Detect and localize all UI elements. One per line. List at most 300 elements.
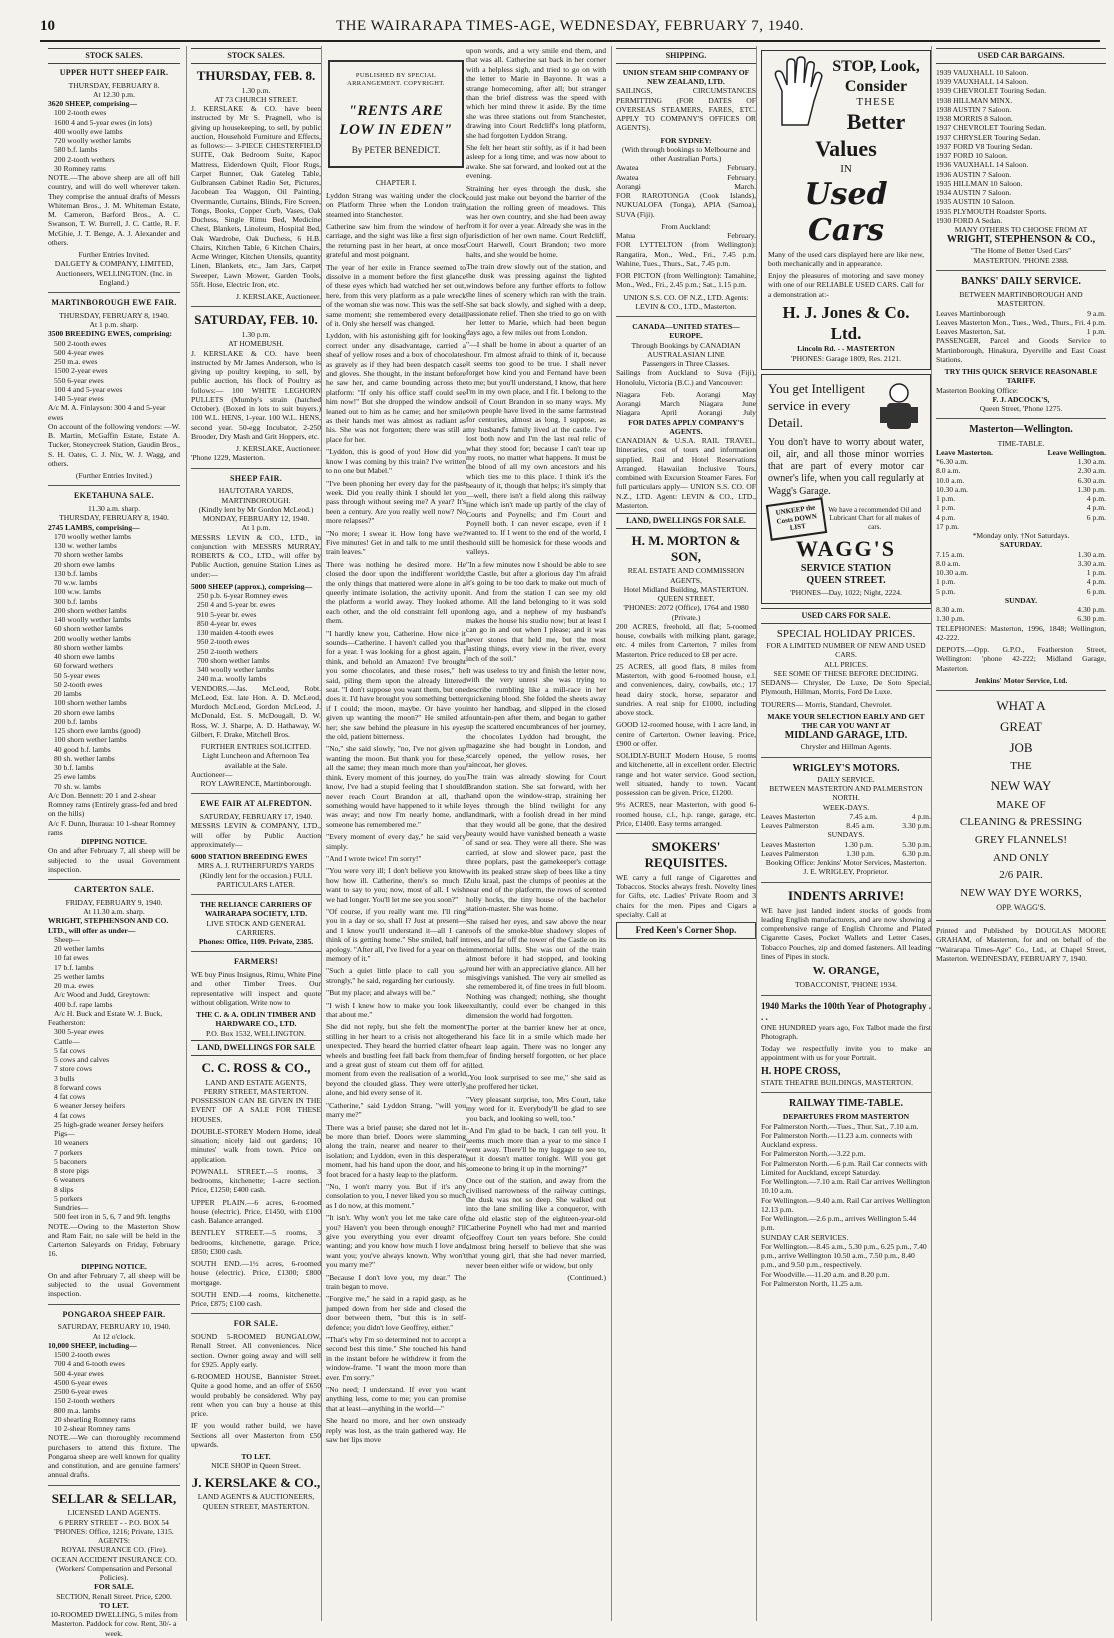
paragraph: It was useless to try and finish the letter now, with the very unrest she was trying to describe rumbling like a mill-race in her quickening blood. She folded the sheets away into her handbag, and slipped in the closed fountain-pen after them, and began to gather up the scattered encumbrances of her journey, the chocolates Lyddon had brought, the magazine she had bought in London, and scarcely opened, the yellow roses, her raincoat, her gloves. [466, 666, 606, 770]
paragraph: 200 ACRES, freehold, all flat; 5-roomed house, cowbails with milking plant, garage, etc. 4 miles from Carterton, 7 miles from Masterton. Price reduced to £8 per acre. [616, 621, 756, 659]
ad-date: SATURDAY, FEBRUARY 10, 1940. [57, 1322, 171, 1332]
section-heading: LAND, DWELLINGS FOR SALE [191, 1040, 321, 1056]
ad-headline: You get Intelligent service in every Detail. [768, 380, 865, 430]
list-item: 1936 AUSTIN 7 Saloon. [936, 169, 1012, 179]
printer-imprint: Printed and Published by DOUGLAS MOORE GRAHAM, of Masterton, for and on behalf of the "Wairarapa Times-Age" Co., Ltd., at Chapel Street, Masterton. WEDNESDAY, FEBRUARY 7, 1940. [936, 926, 1106, 963]
schedule-cell: Niagara [616, 389, 641, 399]
list-item: 500 feet iron in 5, 6, 7 and 9ft. lengths [54, 1212, 171, 1222]
car-list [936, 68, 1106, 225]
schedule-row [616, 390, 756, 399]
schedule-cell: 1.30 p.m. [844, 839, 874, 849]
ad-body: WE have just landed indent stocks of goods from leading English manufacturers, and are now showing a comprehensive range of English Chrome and Plated Cigarette Cases, Pocket Wallets and Letter Cases, Tobacco Pouches, zip and domed fasteners. All leading lines of Pipes in stock. [761, 905, 931, 961]
paragraph: The porter at the barrier knew her at once, and his face lit in a smile which made her heart leap again. There was no longer any fear of finding herself forgotten, or her place filled. [466, 1023, 606, 1070]
divider [761, 995, 931, 996]
paragraph: SOUTH END.—1½ acres, 6-roomed house (electric). Price, £1300; £800 mortgage. [191, 1259, 321, 1287]
list-item: 4 fat cows [54, 1110, 86, 1120]
sydney-title: FOR SYDNEY: [660, 135, 712, 145]
list-item: 550 6-year ewes [54, 375, 104, 385]
ad-title: WRIGLEY'S MOTORS. [792, 762, 900, 774]
list-item: 910 5-year br. ewes [197, 609, 257, 619]
ad-dwelling: 10-ROOMED DWELLING, 5 miles from Masterton. Paddock for cow. Rent, 30/- a week. [50, 1610, 178, 1638]
paragraph: The year of her exile in France seemed to dissolve in a moment before the first glance of these eyes which had watched her set out, here, from this very platform as a pale wreck of the woman she was now. This was the self-same moment; she remembered every detail of it. Only she herself was changed. [326, 262, 466, 329]
stop-headline: STOP, Look, Consider [832, 58, 920, 95]
paragraph: UPPER PLAIN.—6 acres, 6-roomed house (electric). Price, £1450, with £100 cash. Balance arranged. [191, 1197, 321, 1226]
divider [48, 1485, 180, 1486]
rarotonga-sub: From Auckland: [661, 221, 711, 231]
schedule-row [936, 568, 1106, 577]
ad-note: NOTE.—The above sheep are all off hill country, and will do well wherever taken. They comprise the annual drafts of Messrs Whiteman Bros., J. M. Whiteman Estate, M. Cameron, Barford Bros., A. C. Swanson, T. W. Burrell, J. C. Cattle, R. F. McGhie, J. T. Benge, A. J. Alexander and others. [48, 173, 180, 247]
list-item: 70 w.w. lambs [54, 578, 98, 587]
ad-between: BETWEEN MARTINBOROUGH AND MASTERTON. [959, 290, 1083, 309]
paragraph: "Very pleasant surprise, too, Mrs Court, take my word for it. Everybody'll be glad to see you back, and looking so well, too." [466, 1094, 606, 1123]
list-item: 5 porkers [54, 1193, 83, 1203]
story-byline: By PETER BENEDICT. [351, 145, 441, 156]
ad-line: AND ONLY [992, 851, 1050, 864]
ad-today: Today we respectfully invite you to make an appointment with us for your Portrait. [761, 1044, 931, 1063]
midland-garage-ad [761, 628, 931, 752]
list-item: 5 cows and calves [54, 1055, 110, 1064]
list-item: 1935 AUSTIN 10 Saloon. [936, 197, 1015, 207]
schedule-cell: 1.30 p.m. [846, 848, 875, 858]
ad-firm: MIDLAND GARAGE, LTD. [784, 730, 908, 742]
ad-body: J. KERSLAKE & CO. have been instructed by Mr S. Pragnell, who is giving up housekeeping, to sell, by public auction, Household Furniture and Effects, as follows:— 3-PIECE CHESTERFIELD SUITE, Oak Bedroom Suite, Kapoc Mattress, Eiderdown Quilt, Floor Rugs, Carpet Runner, Oak Gateleg Table, Gulbransen Cabinet Radio Set, Pictures, Jacobean Tea Waggon, Oil Painting, Overmantle, Curtains, Blinds, Fire Screen, Tongs, Books, Copper Curb, Vases, Oak Duchess, Single Rimu Bed, Medicine Chest, Blankets, Linoleum, Hospital Bed, Oak Wardrobe, Oak Duchess, 6 H.B. Chairs, Kitchen Table, 6 Kitchen Chairs, Acme Wringer, Kitchen Utensils, quantity Linen, Blankets, etc., Jam Jars, Carpet Sweeper, Lawn Mower, Garden Tools, 55ft. Hose, Electric Iron, etc. [191, 104, 321, 289]
ad-body: MESSRS LEVIN & CO., LTD., in conjunction with MESSRS MURRAY, ROBERTS & CO., LTD., will offer by Public Auction, genuine Station Lines as under:— [191, 532, 321, 579]
ad-shop: NICE SHOP in Queen Street. [211, 1461, 301, 1471]
schedule-cell: 10.30 a.m. [936, 568, 969, 578]
list-item: 30 b.f. lambs [54, 763, 94, 772]
schedule-row [616, 399, 756, 408]
canada-sailings [616, 390, 756, 418]
serial-title-box [328, 60, 464, 168]
list-item: SUNDAY CAR SERVICES. [761, 1232, 849, 1242]
ad-note: On account of the following vendors: —W. B. Martin, McGaffin Estate, Estate A. Tucker, Stoneycreek Station, Gaudin Bros., S. H. Oates, C. J. Nix, W. J. Wagg, and others. [48, 421, 180, 468]
ad-title: PONGAROA SHEEP FAIR. [62, 1309, 166, 1319]
ship-name: Matua [616, 231, 636, 240]
ad-sub: STATE THEATRE BUILDINGS, MASTERTON. [761, 1077, 914, 1087]
list-item: 6 weaner Jersey heifers [54, 1101, 126, 1111]
schedule-cell: 4 p.m. [1086, 577, 1106, 587]
paragraph: Lyddon, with his astonishing gift for looking correct under any disadvantage, carried a sheaf of yellow roses and a box of chocolates as gravely as if they had been despatch case and gloves. She thought, in the instant before he saw her, and came bounding across the platform: "If only his office staff could see him now!" But she dropped the window and leaned out to him as he came; and her smile as their hands met was almost as radiant as his. She was not forgotten; there was still a place for her. [326, 331, 466, 444]
ad-tolet: TO LET. [241, 1452, 271, 1462]
dipping-title: DIPPING NOTICE. [81, 837, 147, 846]
ad-time: 1.30 p.m. [241, 85, 271, 95]
list-item: 25 high-grade weaner Jersey heifers [54, 1119, 164, 1129]
story-text [326, 191, 466, 1098]
ad-body: J. KERSLAKE & CO. have been instructed by Mr James Anderson, who is giving up poultry keeping, to sell, by public auction, his flock of Poultry as follows:— 100 WHITE LEGHORN PULLETS (Mumby's strain (hatched October). (Boxed in lots to suit buyers.) 100 W.L. HENS, 1-year. 100 W.L. HENS, second year. 50-egg Incubator, 2-250 Brooder, Dry Mash and Grit Hoppers, etc. [191, 348, 321, 441]
divider [191, 468, 321, 469]
ad-firm: J. KERSLAKE & CO., [191, 1474, 321, 1490]
ad-address: Lincoln Rd. - - MASTERTON [797, 344, 895, 354]
ad-name: ROY LAWRENCE, Martinborough. [200, 779, 312, 789]
ad-line: JOB [1009, 739, 1033, 755]
chapter-heading: CHAPTER I. [375, 178, 417, 188]
schedule-cell: 1 p.m. [936, 577, 956, 587]
canada-rail: CANADIAN & U.S.A. RAIL TRAVEL. Itineraries, cost of tours and information supplied. Rail and Hotel Reservations Arranged. Hawaiian Inclusive Tours, combined with Excursion Steamer Fares. For full particulars apply— UNION S.S. CO. OF N.Z., LTD. Agent: LEVIN & CO., LTD., Masterton. [616, 436, 756, 510]
schedule-cell: February. [727, 163, 756, 173]
dipping-notice: On and after February 7, all sheep will be subjected to the usual Government inspection. [48, 1270, 180, 1299]
list-item: For Wellington.—7.10 a.m. Rail Car arrives Wellington 10.10 a.m. [761, 1177, 930, 1196]
ad-date: SATURDAY, FEBRUARY 17, 1940. [199, 812, 313, 822]
ad-name: WAGG'S [795, 536, 897, 562]
column-serial-story-2 [466, 46, 606, 1621]
schedule-cell: 10.30 a.m. [936, 484, 969, 494]
ad-street: QUEEN STREET. [806, 575, 886, 587]
ad-forsale: FOR SALE. [94, 1582, 134, 1592]
list-item: 200 2-tooth wethers [54, 154, 115, 164]
paragraph: POSSESSION CAN BE GIVEN IN THE EVENT OF A SALE FOR THESE HOUSES. [191, 1096, 321, 1124]
schedule-cell: Niagara [698, 399, 723, 408]
list-item: 1938 AUSTIN 7 Saloon. [936, 104, 1012, 114]
ad-title: FOR SALE. [233, 1319, 279, 1329]
sellar-ad [48, 1491, 180, 1638]
column-shipping [611, 46, 756, 1621]
ad-try: TRY THIS QUICK SERVICE REASONABLE TARIFF. [944, 367, 1098, 386]
paragraph: "But my place; and always will be." [326, 988, 436, 998]
divider [48, 485, 180, 486]
divider [191, 951, 321, 952]
list-item: 1937 CHRYSLER Touring Sedan. [936, 132, 1041, 142]
list-item: 6 weaners [54, 1175, 85, 1185]
schedule-cell: 7.15 a.m. [936, 549, 965, 559]
schedule-row [936, 503, 1106, 512]
better-values-label: Better Values [815, 109, 906, 162]
ad-line: NEW WAY [990, 778, 1052, 794]
list-item: 50 2-tooth ewes [54, 679, 103, 689]
schedule-row [936, 605, 1106, 614]
used-cars-label: Used Cars [804, 176, 888, 249]
schedule-row [761, 821, 931, 830]
paragraph: There was a brief pause; she dared not let it be more than brief. Doors were slamming along the train, nearer and nearer to their isolation; and Lyddon, even in this desperate moment, had his hand upon the door, and his foot braced for a hasty leap to the platform. [326, 1122, 466, 1179]
list-item: 400 b.f. rape lambs [54, 999, 113, 1009]
list-item: 25 wether lambs [54, 971, 105, 981]
morton-address: Hotel Midland Building, MASTERTON. QUEEN STREET. [623, 584, 749, 604]
list-item: 200 shorn wether lambs [54, 605, 127, 615]
ad-extra: A/c Don. Bennett: 20 1 and 2-shear Romney rams (Entirely grass-fed and bred on the hills) [48, 790, 178, 819]
morton-phones: 'PHONES: 2072 (Office), 1764 and 1980 (Private.) [623, 603, 749, 622]
schedule-row [936, 614, 1106, 623]
canada-title: CANADA—UNITED STATES—EUROPE. [632, 322, 740, 341]
schedule-cell: 17 p.m. [936, 521, 959, 531]
schedule-cell: Leaves Masterton [761, 839, 816, 849]
ad-date: THURSDAY, FEBRUARY 8, 1940. [59, 513, 169, 523]
paragraph: "I hardly knew you, Catherine. How nice it sounds—Catherine. I haven't called you that for a year. I was looking for a ghost again, I think, and behold an Amazon! I've brought you some chocolates, and these roses," he said, piling them upon the already littered seat. "I don't suppose you want them, but one does it. I'd have brought you something better if I could; the moon, maybe. Or have you given up wanting the moon?" He smiled at her; she saw behind the pleasure in his eyes the old, patient bitterness. [326, 628, 466, 742]
these-label: THESE [856, 96, 896, 109]
schedule-row [761, 812, 931, 821]
column-motor-ads [756, 46, 931, 1621]
ad-title: SELLAR & SELLAR, [51, 1490, 177, 1506]
smokers-shop: Fred Keen's Corner Shop. [616, 922, 756, 939]
ad-title: THE RELIANCE CARRIERS OF WAIRARAPA SOCIETY, LTD. [199, 900, 313, 919]
ad-booking: Booking Office: Jenkins' Motor Services, Masterton. [765, 858, 927, 868]
section-heading: STOCK SALES. [191, 48, 321, 64]
paragraph: She felt her heart stir softly, as if it had been asleep for a long time, and was now about to awake. She sat forward, and looked out at the evening. [466, 143, 606, 181]
list-item: 4500 6-year ewes [54, 1377, 108, 1387]
list-item: A/c Wood and Judd, Greytown: [54, 990, 151, 1000]
eketahuna-sale [48, 491, 180, 874]
divider [616, 316, 756, 317]
list-item: 50 5-year ewes [54, 670, 100, 680]
schedule-cell: July [743, 408, 756, 418]
list-item: 17 b.f. lambs [54, 962, 94, 972]
photography-ad [761, 1001, 931, 1087]
schedule-cell: Leaves Masterton [761, 811, 816, 821]
ship-month: February. [727, 231, 756, 240]
divider [191, 306, 321, 307]
ad-title: INDENTS ARRIVE! [788, 887, 904, 903]
paragraph: "Because I don't love you, my dear." The train began to move. [326, 1272, 466, 1292]
ad-sub: LIVE STOCK AND GENERAL CARRIERS. [206, 918, 306, 937]
schedule-cell: 4 p.m. [936, 512, 956, 522]
ad-line: WHAT A [996, 698, 1046, 714]
ross-land-ad [191, 1060, 321, 1309]
timetable-notes: *Monday only. †Not Saturdays. [972, 531, 1070, 541]
train-list [761, 1122, 931, 1289]
list-item: 80 sh. wether lambs [54, 753, 115, 763]
newspaper-title: THE WAIRARAPA TIMES-AGE, WEDNESDAY, FEBRUARY 7, 1940. [336, 18, 804, 34]
paragraph: The train drew slowly out of the station, and the dusk was pressing against the lighted windows before any further efforts to follow the lines of scenery which ran with the train. She sat back slowly, and sighed with a deep, passionate relief. Then she tried to go on with her letter to Marie, which had been begun days ago, a few miles out from London. [466, 261, 606, 337]
list-item: Sheep— [54, 934, 81, 944]
timetable-rows [936, 457, 1106, 531]
ad-sub: LAND AGENTS & AUCTIONEERS, QUEEN STREET, MASTERTON. [197, 1492, 315, 1511]
list-item: For Woodville.—11.20 a.m. and 8.20 p.m. [761, 1269, 890, 1279]
paragraph: "And I wrote twice! I'm sorry!" [326, 853, 422, 863]
list-item: 1936 VAUXHALL 14 Saloon. [936, 160, 1029, 170]
schedule-cell: *6.30 a.m. [936, 457, 969, 467]
in-label: IN [840, 163, 852, 176]
paragraph: There was nothing he desired more. He closed the door upon the indifferent world; the only things that mattered were alone in a queerly intimate isolation, the activity upon the platform a world away. They looked at each other, and the old constraint fell upon them. [326, 559, 466, 626]
ad-office: Masterton Booking Office: [936, 385, 1019, 395]
ad-make: MAKE YOUR SELECTION EARLY AND GET THE CAR YOU WANT AT [767, 711, 925, 731]
schedule-cell: 3.30 a.m. [1077, 558, 1106, 568]
rarotonga-row [616, 231, 756, 240]
schedule-cell: 4.30 p.m. [1077, 605, 1106, 615]
list-item: 40 good b.f. lambs [54, 744, 111, 754]
ad-line: OPP. WAGG'S. [996, 903, 1046, 913]
property-list [616, 622, 756, 828]
schedule-row [616, 182, 756, 191]
divider [191, 793, 321, 794]
canada-dates: FOR DATES APPLY COMPANY'S AGENTS. [628, 417, 744, 436]
ad-title: 1940 Marks the 100th Year of Photography . . . [761, 1000, 931, 1022]
list-item: 170 woolly wether lambs [54, 531, 131, 541]
used-cars-ad [761, 50, 931, 370]
schedule-cell: 9 a.m. [1087, 308, 1106, 318]
list-item: 60 forward wethers [54, 661, 114, 671]
schedule-cell: 1.30 a.m. [1077, 549, 1106, 559]
list-item: 720 woolly wether lambs [54, 136, 131, 145]
paragraph: SOUTH END.—4 rooms, kitchenette. Price, £875; £100 cash. [191, 1289, 321, 1309]
ad-extra-2: A/c F. Dunn, Ihuraua: 10 1-shear Romney rams [48, 818, 176, 837]
ad-title: MARTINBOROUGH EWE FAIR. [51, 298, 177, 307]
section-heading: SHIPPING. [616, 48, 756, 64]
paragraph: 25 ACRES, all good flats, 8 miles from Masterton, with good 6-roomed house, e.l. and conveniences, dairy, cowbails, etc.; 17 head dairy stock, horse, separator and sundries. A real snip for £1000, including above stock. [616, 661, 756, 718]
upper-hutt-sheep-fair [48, 68, 180, 287]
list-item: 1934 AUSTIN 7 Saloon. [936, 188, 1012, 197]
col-head: Leave Masterton. [936, 447, 993, 457]
ad-date: SATURDAY, FEB. 10. [194, 312, 318, 328]
paragraph: BENTLEY STREET.—5 rooms, 3 bedrooms, kitchenette, garage. Price, £850; £300 cash. [191, 1228, 321, 1256]
ad-badge-row [768, 501, 924, 537]
schedule-cell: Aorangi [616, 181, 641, 191]
list-item: 20 m.a. ewes [54, 981, 94, 990]
list-item: 800 m.a. lambs [54, 1405, 101, 1415]
raised-hand-icon [768, 57, 828, 127]
list-item: 700 shorn wether lambs [197, 655, 270, 665]
canada-pass: Passengers in Three Classes. [642, 359, 730, 368]
list-item: 300 b.f. lambs [54, 596, 98, 606]
ad-recommend: We have a recommended Oil and Lubricant Chart for all makes of cars. [828, 505, 922, 531]
ad-sub: LICENSED LAND AGENTS. [67, 1508, 161, 1518]
schedule-cell: 5.30 p.m. [902, 839, 931, 849]
ad-time: 11.30 a.m. sharp. [87, 504, 141, 513]
ad-place: AT 73 CHURCH STREET. [214, 94, 298, 104]
ad-week: WEEK-DAYS. [822, 802, 870, 812]
column-serial-story-1 [321, 46, 466, 1621]
schedule-row [616, 408, 756, 417]
list-item: 100 shorn wether lambs [54, 698, 127, 708]
schedule-row [616, 173, 756, 182]
schedule-rows-sunday [761, 840, 931, 859]
ad-lead: WRIGHT, STEPHENSON AND CO. LTD., will offer as under— [48, 916, 169, 935]
wrigleys-motors-ad [761, 763, 931, 877]
ad-body-2: 6-ROOMED HOUSE, Bannister Street. Quite a good home, and an offer of £650 would probably be considered. Why pay rent when you can buy a house at this price. [191, 1372, 321, 1419]
upkeep-badge: UNKEEP the Costs DOWN LIST [766, 497, 828, 540]
list-item: 20 shorn ewe lambs [54, 707, 115, 717]
ad-line: CLEANING & PRESSING [959, 816, 1083, 829]
list-item: 500 4-year ewes [54, 347, 104, 357]
section-heading: USED CAR BARGAINS. [936, 48, 1106, 64]
farmers-timber-ad [191, 957, 321, 1038]
ad-body: SOUND 5-ROOMED BUNGALOW, Renall Street. All conveniences. Nice section. Owner going away and will sell for £925. Apply early. [191, 1332, 321, 1369]
ad-phones: Phones: Office, 1109. Private, 2385. [198, 937, 314, 947]
schedule-row [936, 522, 1106, 531]
list-item: For Palmerston North.—11.23 a.m. connects with Auckland express. [761, 1130, 913, 1149]
morton-sub: REAL ESTATE AND COMMISSION AGENTS, [627, 566, 745, 585]
list-item: 30 Romney rams [54, 163, 106, 173]
schedule-row [936, 587, 1106, 596]
publication-note: PUBLISHED BY SPECIAL ARRANGEMENT. COPYRIGHT. [347, 72, 445, 88]
list-item: 10 fat ewes [54, 953, 89, 963]
paragraph: Straining her eyes through the dusk, she could just make out beyond the barrier of the station the rolling green of meadows. This was her own country, and she had been away from it for over a year. Already she was in the jurisdiction of her own name. Court Redcliff, Court Harwell, Court Brandon; two more halts, and she would be home. [466, 183, 606, 259]
list-item: For Palmerston North.—6 p.m. Rail Car connects with Limited for Auckland, except Saturday. [761, 1158, 928, 1177]
ad-depots: DEPOTS.—Opp. G.P.O., Featherston Street, Wellington: 'phone 42-222; Midland Garage, Masterton. [936, 645, 1106, 673]
ad-title: RAILWAY TIME-TABLE. [788, 1098, 904, 1110]
section-heading: STOCK SALES. [48, 48, 180, 64]
ad-address: PERRY STREET, MASTERTON. [203, 1086, 309, 1096]
ad-special: SPECIAL HOLIDAY PRICES. [776, 627, 916, 640]
schedule-cell: Feb. [661, 389, 675, 399]
picton-text: FOR PICTON (from Wellington): Tamahine, Mon., Wed., Fri., 2.45 p.m.; Sat., 1.15 p.m. [616, 271, 756, 290]
sailing-rows-2 [616, 173, 756, 192]
smokers-body: WE carry a full range of Cigarettes and Tobaccos. Stocks always fresh. Novelty lines for Gifts, etc. Ladies' Private Room and 3 chairs for the men. Pipes and Cigars a specialty. Call at [616, 872, 756, 919]
ad-title: SHEEP FAIR. [229, 473, 283, 483]
sydney-sub: (With through bookings to Melbourne and other Australian Ports.) [621, 144, 751, 163]
list-item: 70 shorn wether lambs [54, 550, 123, 560]
ad-address: 6 PERRY STREET - - P.O. BOX 54 [59, 1517, 169, 1527]
ad-note: NOTE.—Owing to the Masterton Show and Ram Fair, no sale will be held in the Carterton Saleyards on Friday, February 16. [48, 1221, 180, 1259]
paragraph: POWNALL STREET.—5 rooms, 3 bedrooms, kitchenette; 1-acre section. Price, £1250; £400 cash. [191, 1166, 321, 1195]
list-item: 130 b.f. lambs [54, 568, 98, 578]
schedule-row [936, 318, 1106, 327]
carterton-sale [48, 885, 180, 1299]
list-item: 700 4 and 6-tooth ewes [54, 1359, 125, 1369]
schedule-cell: March. [734, 181, 756, 191]
schedule-cell: 2.30 a.m. [1077, 466, 1106, 476]
ad-sedans: SEDANS— Chrysler, De Luxe, De Soto Special, Plymouth, Hillman, Morris, Ford De Luxe. [761, 678, 931, 697]
schedule-cell: Leaves Palmerston [761, 848, 819, 858]
story-title: "RENTS ARE LOW IN EDEN" [339, 103, 453, 138]
ad-lead: 10,000 SHEEP, including— [48, 1340, 137, 1350]
ad-phone: 'Phone 1229, Masterton. [191, 453, 265, 463]
list-item: 300 5-year ewes [54, 1027, 104, 1037]
ad-phones: 'PHONES: Office, 1216; Private, 1315. [54, 1526, 174, 1536]
ad-line: THE [1010, 760, 1032, 773]
schedule-cell: Leaves Martinborough [936, 308, 1006, 318]
divider [191, 1313, 321, 1314]
stock-list [48, 935, 180, 1222]
section-heading: LAND, DWELLINGS FOR SALE. [616, 513, 756, 529]
list-item: 150 2-tooth wethers [54, 1396, 115, 1406]
list-item: For Wellington.—2.6 p.m., arrives Wellington 5.44 p.m. [761, 1214, 917, 1233]
schedule-cell: 1.30 a.m. [1077, 457, 1106, 467]
ad-parcel: PASSENGER, Parcel and Goods Service to Martinborough, Hinakura, Dyerville and East Coast Stations. [936, 336, 1106, 364]
banks-service-ad [936, 276, 1106, 413]
hautotara-sheep-fair [191, 474, 321, 789]
ad-extra: MRS A. J. RUTHERFURD'S YARDS (Kindly lent for the occasion.) FULL PARTICULARS LATER. [197, 861, 315, 889]
canada-sub: Through Bookings by CANADIAN AUSTRALASIAN LINE [631, 340, 741, 359]
saturday-head: SATURDAY. [999, 540, 1043, 550]
schedule-cell: 4 p.m. [1086, 317, 1106, 327]
list-item: 4 fat cows [54, 1092, 86, 1101]
schedule-cell: 4 p.m. [911, 811, 931, 821]
ad-firm: THE C. & A. ODLIN TIMBER AND HARDWARE CO., LTD. [196, 1010, 316, 1029]
ad-body: Many of the used cars displayed here are like new, both mechanically and in appearance. [768, 249, 924, 268]
list-item: 250 p.b. 6-year Romney ewes [197, 591, 288, 601]
ad-all: ALL PRICES. [823, 659, 869, 669]
ad-place: AT HOMEBUSH. [228, 339, 284, 349]
paragraph: "No need; I understand. If ever you want anything less, come to me; you can promise that at least—anything in the world—" [326, 1385, 466, 1413]
schedule-row [936, 457, 1106, 466]
list-item: 200 woolly wether lambs [54, 633, 131, 643]
paragraph: "No," she said slowly, "no, I've not given up wanting the moon. But thank you for these, all the same; they mean much more than you think. Every moment of this journey, do you know, I've had a stupid feeling that I should never reach Court Brandon at all, that something would have happened to it while I was away; and now I'm nearly home, and someone has remembered me." [326, 744, 466, 829]
paragraph: "Of course, if you really want me. I'll ring you in a day or so, shall I? Just at present—and I know you'll understand it—all I can think of is getting home." She smiled, half in apology. "After all, I've lived for a year on the memory of it." [326, 906, 466, 964]
schedule-cell: Niagara [616, 408, 641, 418]
ad-insurance-1: ROYAL INSURANCE CO. (Fire). [61, 1545, 167, 1555]
schedule-cell: 8.45 a.m. [846, 821, 875, 831]
ad-title: UPPER HUTT SHEEP FAIR. [59, 67, 169, 77]
schedule-cell: 6.30 p.m. [902, 848, 931, 858]
list-item: Cattle— [54, 1036, 80, 1046]
ad-lead: 3500 BREEDING EWES, comprising: [48, 329, 173, 339]
ad-insurance-2: OCEAN ACCIDENT INSURANCE CO. (Workers' Compensation and Personal Policies). [51, 1554, 177, 1583]
paragraph: upon words, and a wry smile end them, and that was all. Catherine sat back in her corner with a helpless sigh, and tried to go on with the letter to Marie in Bayonne. It was a strange homecoming, after all; but stranger than the brief distress was the speed with which her mind threw it aside. By the time she was three stations out from Stanchester, drawing into Court Redcliff's long platform, she had forgotten Lyddon Strang. [466, 46, 606, 140]
stock-list [48, 532, 180, 791]
list-item: 1939 CHEVROLET Touring Sedan. [936, 86, 1047, 96]
ad-for: FOR A LIMITED NUMBER OF NEW AND USED CARS. [766, 641, 926, 660]
list-item: 1935 PLYMOUTH Roadster Sports. [936, 206, 1047, 216]
list-item: 130 w. wether lambs [54, 541, 117, 550]
kerslake-land-ad [191, 1319, 321, 1511]
schedule-cell: February. [727, 172, 756, 182]
paragraph: "Every moment of every day," he said very simply. [326, 832, 466, 851]
paragraph: "Catherine," said Lyddon Strang, "will you marry me?" [326, 1100, 466, 1120]
schedule-cell: 1 p.m. [1086, 568, 1106, 578]
list-item: 80 shorn wether lambs [54, 642, 123, 652]
schedule-cell: Awatea [616, 163, 639, 173]
ad-time: At 1 p.m. [241, 523, 271, 533]
list-item: 580 b.f. lambs [54, 145, 98, 155]
ad-title: Masterton—Wellington. [969, 424, 1073, 436]
